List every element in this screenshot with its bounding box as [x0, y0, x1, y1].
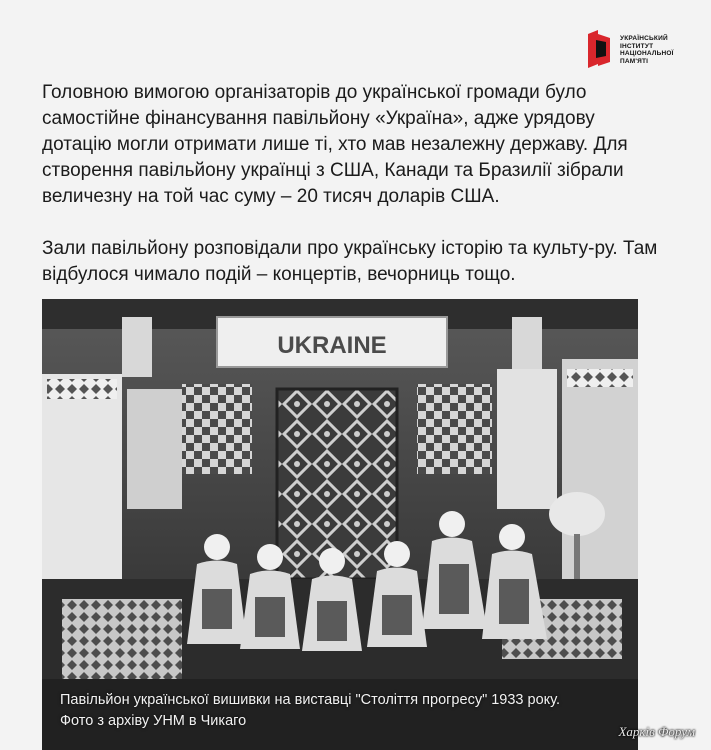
- ukraine-sign: UKRAINE: [277, 332, 387, 359]
- logo-line-3: НАЦІОНАЛЬНОЇ: [620, 50, 674, 57]
- photo-caption: [60, 690, 620, 732]
- paragraph-pavilion-halls: Зали павільйону розповідали про українську історію та культу-ру. Там відбулося чимало подій – концертів, вечорниць тощо.: [42, 238, 658, 285]
- logo-line-2: ІНСТИТУТ: [620, 42, 654, 50]
- logo-line-4: ПАМ'ЯТІ: [620, 57, 649, 65]
- caption-line-1: Павільйон української вишивки на виставці "Століття прогресу" 1933 року.: [60, 692, 560, 708]
- uinp-logo: [588, 28, 698, 72]
- paragraph-funding: Головною вимогою організаторів до української громади було самостійне фінансування павільйону «Україна», адже урядову дотацію могли отримати лише ті, хто мав незалежну державу. Для створення павільйону українці з США, Канади та Бразилії зібрали величезну на той час суму – 20 тисяч доларів США.: [42, 82, 628, 207]
- logo-text: [620, 35, 674, 65]
- watermark: Харків Форум: [618, 724, 695, 739]
- historical-photo: [42, 299, 638, 750]
- logo-line-1: УКРАЇНСЬКИЙ: [620, 35, 668, 42]
- flag-logo-icon: [588, 30, 614, 70]
- caption-line-2: Фото з архіву УНМ в Чикаго: [60, 713, 247, 729]
